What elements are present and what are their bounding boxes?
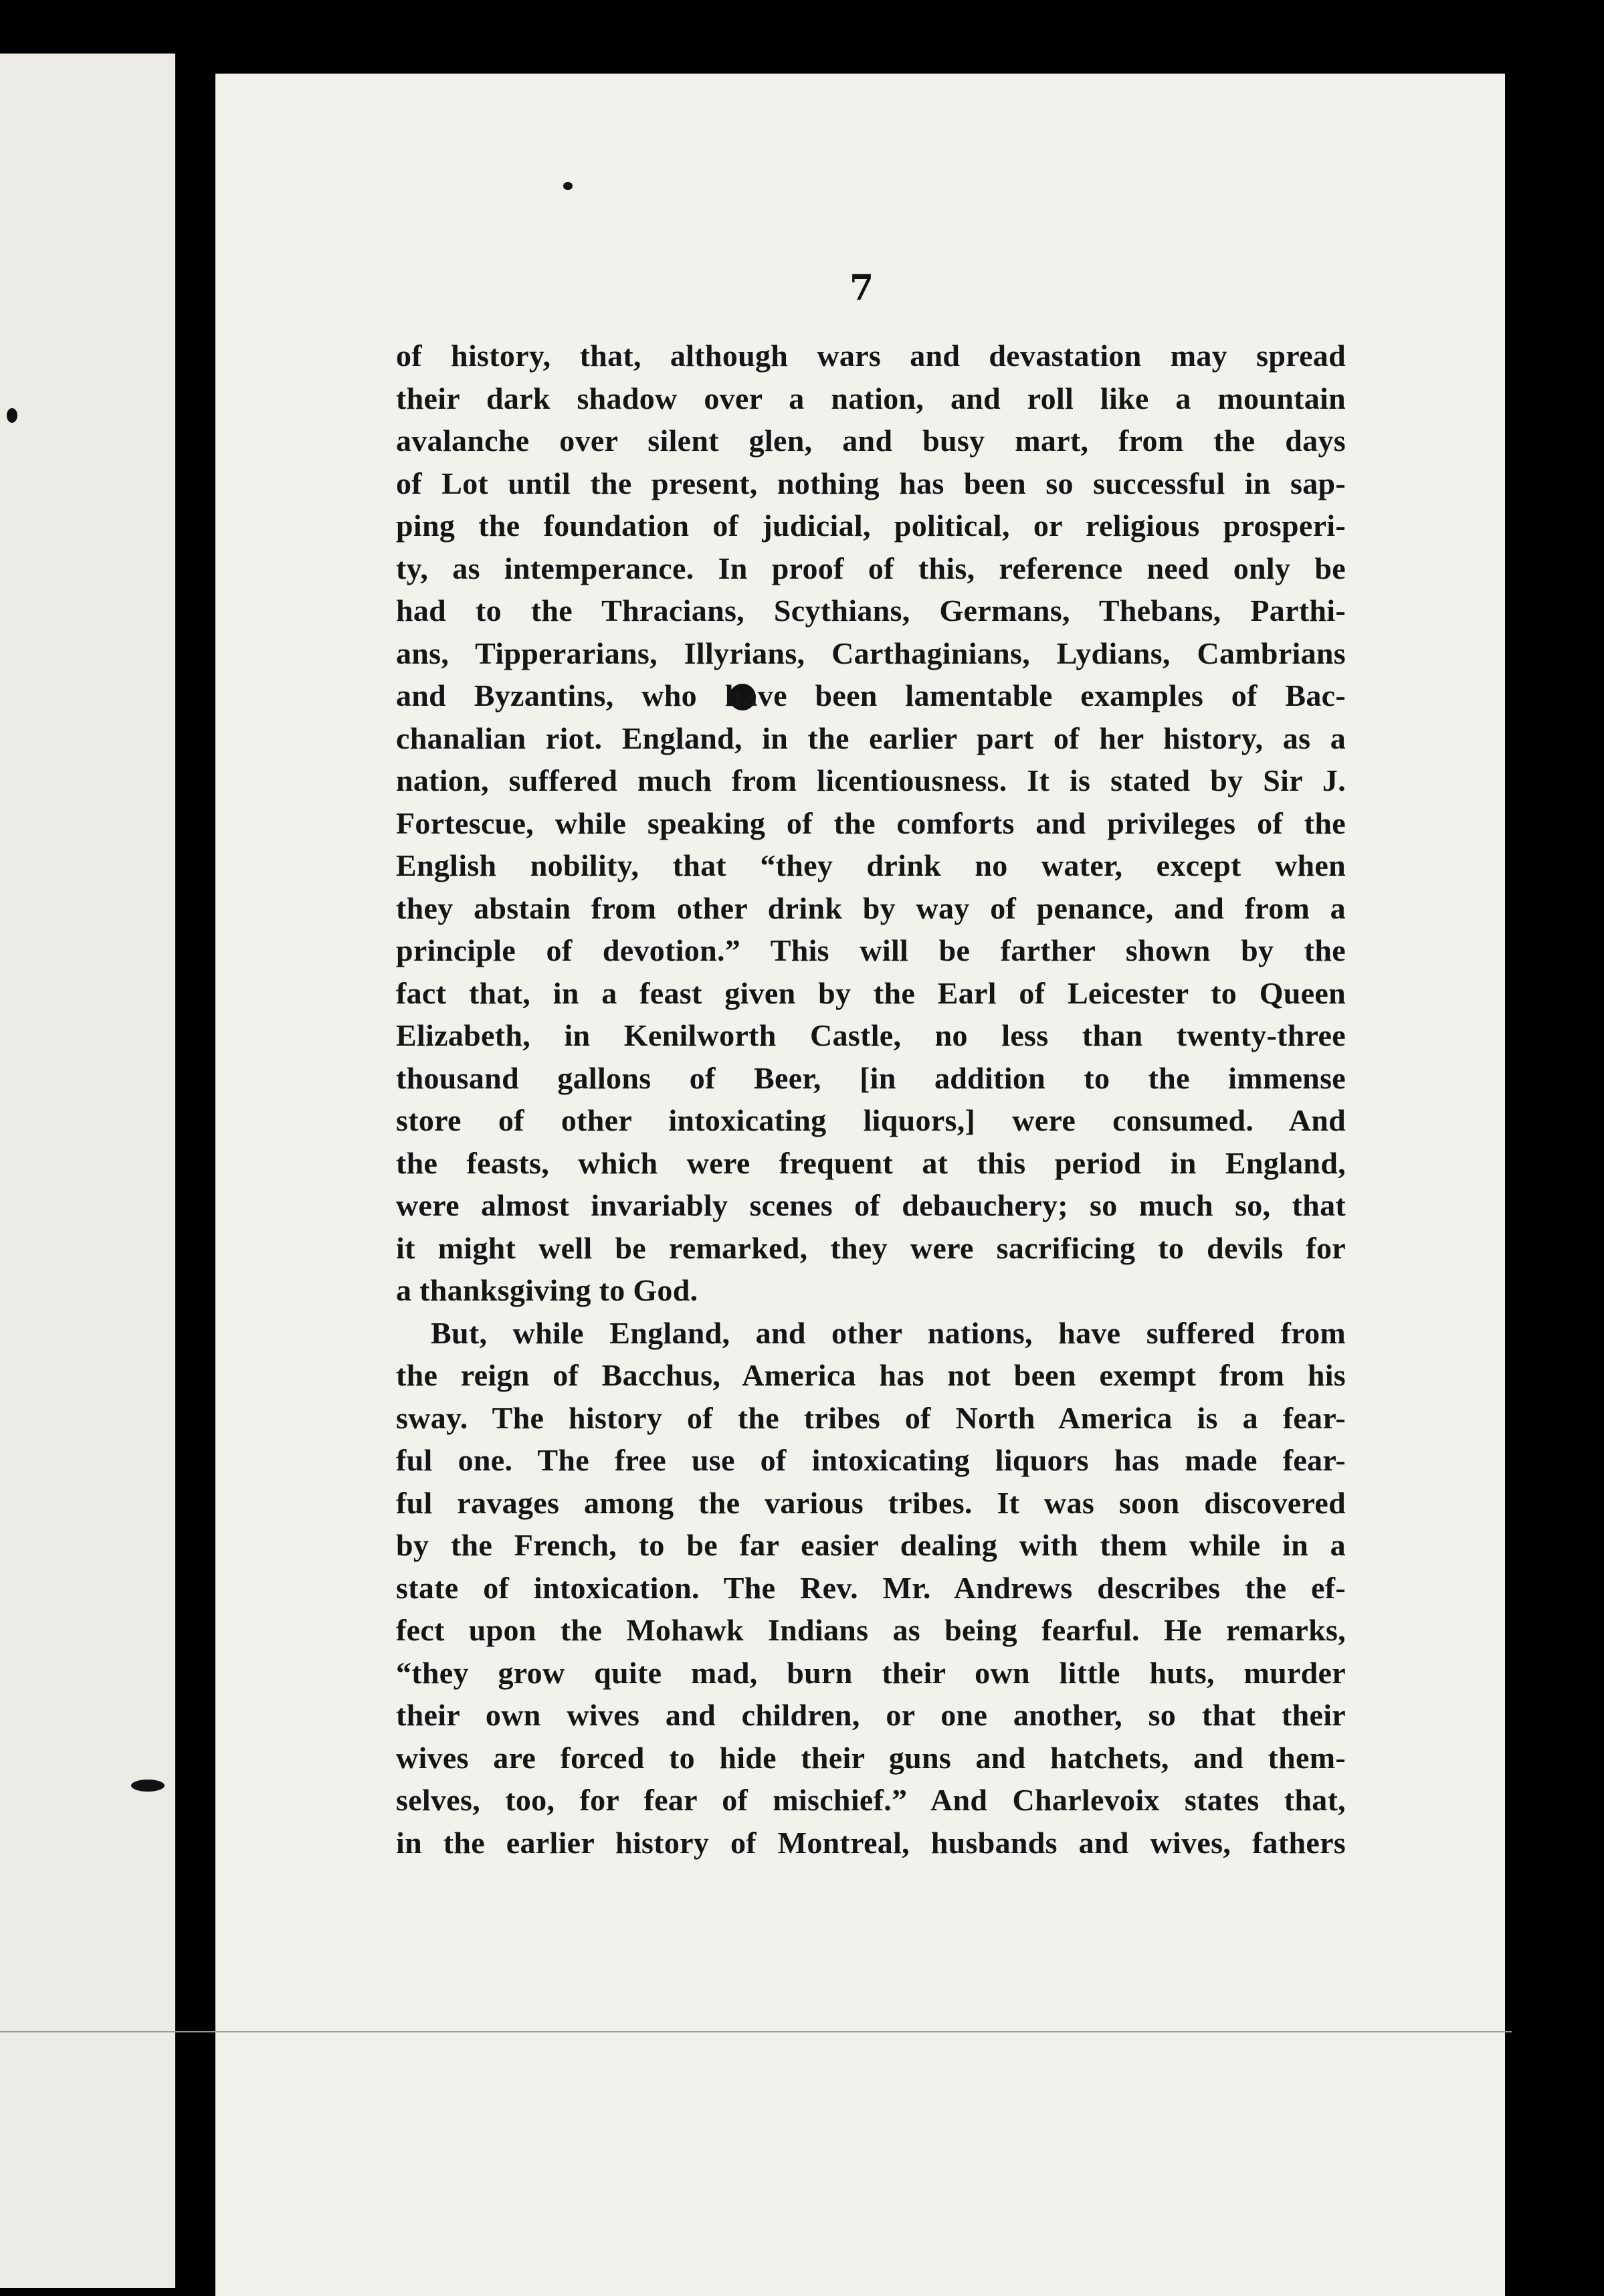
text-line: store of other intoxicating liquors,] were consumed. And — [396, 1103, 1346, 1137]
text-line: state of intoxication. The Rev. Mr. Andrews describes the ef- — [396, 1570, 1346, 1605]
text-line: But, while England, and other nations, have suffered from — [431, 1315, 1346, 1350]
text-line: sway. The history of the tribes of North America is a fear- — [396, 1400, 1346, 1435]
text-line: fact that, in a feast given by the Earl of Leicester to Queen — [396, 975, 1346, 1010]
text-line: wives are forced to hide their guns and hatchets, and them- — [396, 1740, 1346, 1775]
scan-fold-line — [0, 2031, 1512, 2032]
text-line: of Lot until the present, nothing has been so successful in sap- — [396, 466, 1346, 500]
page-edge-shadow — [1505, 74, 1604, 2296]
text-line: “they grow quite mad, burn their own little huts, murder — [396, 1655, 1346, 1690]
text-line: principle of devotion.” This will be farther shown by the — [396, 933, 1346, 967]
text-line: of history, that, although wars and devastation may spread — [396, 339, 1346, 373]
text-line: Fortescue, while speaking of the comforts and privileges of the — [396, 805, 1346, 840]
text-line: chanalian riot. England, in the earlier part of her history, as a — [396, 721, 1346, 755]
text-line: in the earlier history of Montreal, husbands and wives, fathers — [396, 1825, 1346, 1860]
text-line: fect upon the Mohawk Indians as being fearful. He remarks, — [396, 1613, 1346, 1647]
text-line: ans, Tipperarians, Illyrians, Carthaginians, Lydians, Cambrians — [396, 636, 1346, 670]
text-line: were almost invariably scenes of debauchery; so much so, that — [396, 1188, 1346, 1222]
text-line: their dark shadow over a nation, and roll like a mountain — [396, 381, 1346, 415]
text-line: nation, suffered much from licentiousness. It is stated by Sir J. — [396, 763, 1346, 797]
text-line: ping the foundation of judicial, political, or religious prosperi- — [396, 508, 1346, 543]
body-text — [396, 334, 1346, 1864]
text-line: avalanche over silent glen, and busy mart, from the days — [396, 423, 1346, 458]
ink-speck — [563, 182, 573, 190]
page-number: 7 — [849, 268, 874, 308]
text-line: ful ravages among the various tribes. It was soon discovered — [396, 1485, 1346, 1520]
text-line: a thanksgiving to God. — [396, 1273, 698, 1307]
text-line: English nobility, that “they drink no water, except when — [396, 848, 1346, 882]
text-line: Elizabeth, in Kenilworth Castle, no less than twenty-three — [396, 1018, 1346, 1052]
paragraph-2 — [396, 1312, 1346, 1864]
text-line: ful one. The free use of intoxicating liquors has made fear- — [396, 1443, 1346, 1477]
text-line: ty, as intemperance. In proof of this, reference need only be — [396, 551, 1346, 585]
ink-speck — [131, 1780, 165, 1792]
text-line: had to the Thracians, Scythians, Germans, Thebans, Parthi- — [396, 593, 1346, 628]
text-line: it might well be remarked, they were sacrificing to devils for — [396, 1230, 1346, 1265]
text-line: by the French, to be far easier dealing with them while in a — [396, 1528, 1346, 1562]
ink-speck — [7, 408, 17, 423]
paragraph-1 — [396, 334, 1346, 1312]
text-line: the reign of Bacchus, America has not been exempt from his — [396, 1358, 1346, 1392]
text-line: selves, too, for fear of mischief.” And Charlevoix states that, — [396, 1783, 1346, 1817]
text-line: the feasts, which were frequent at this period in England, — [396, 1145, 1346, 1180]
text-line: their own wives and children, or one another, so that their — [396, 1698, 1346, 1732]
book-gutter — [175, 0, 215, 2296]
facing-page-edge — [0, 54, 175, 2288]
text-line: they abstain from other drink by way of penance, and from a — [396, 890, 1346, 925]
text-line: and Byzantins, who have been lamentable examples of Bac- — [396, 678, 1346, 712]
text-line: thousand gallons of Beer, [in addition to the immense — [396, 1060, 1346, 1095]
